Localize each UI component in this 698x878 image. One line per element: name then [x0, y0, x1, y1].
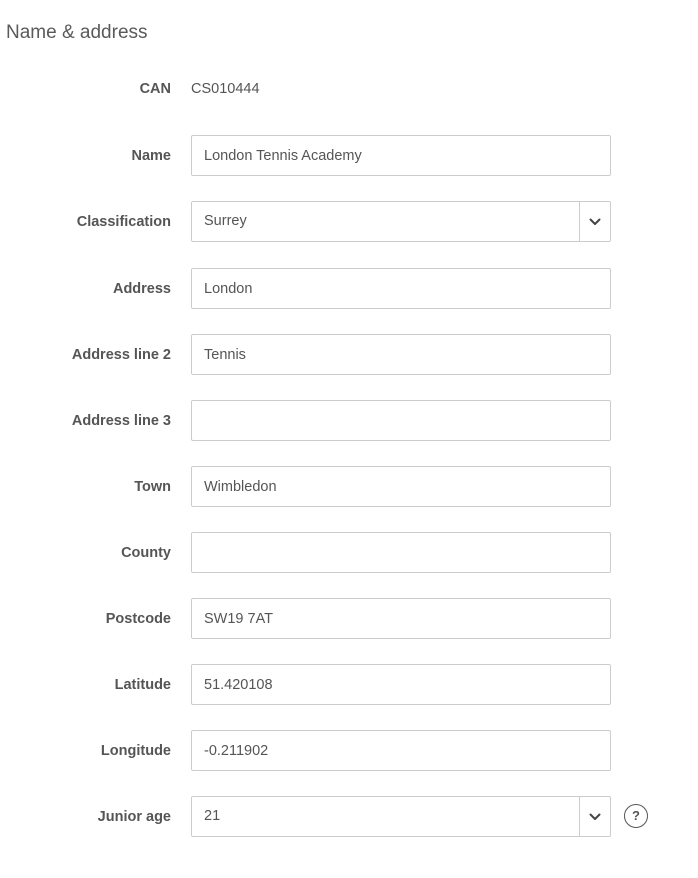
- postcode-input[interactable]: [192, 599, 610, 638]
- latitude-label: Latitude: [114, 677, 171, 693]
- address-line-3-input[interactable]: [192, 401, 610, 440]
- chevron-down-icon[interactable]: [580, 202, 610, 241]
- name-row: [0, 135, 698, 177]
- latitude-field-box: [191, 664, 611, 705]
- longitude-field-box: [191, 730, 611, 771]
- junior-age-select[interactable]: [191, 796, 611, 837]
- town-label: Town: [134, 479, 171, 495]
- can-label: CAN: [139, 81, 171, 97]
- postcode-field-box: [191, 598, 611, 639]
- address-line-2-label: Address line 2: [71, 347, 171, 363]
- classification-label: Classification: [76, 214, 171, 230]
- can-value: CS010444: [191, 81, 260, 97]
- postcode-row: [0, 598, 698, 640]
- address-line-2-input[interactable]: [192, 335, 610, 374]
- classification-selected-value: Surrey: [204, 213, 247, 229]
- name-input[interactable]: [192, 136, 610, 175]
- name-field-box: [191, 135, 611, 176]
- longitude-row: [0, 730, 698, 772]
- junior-age-selected-value: 21: [204, 808, 221, 824]
- address-line-3-row: [0, 400, 698, 442]
- county-input[interactable]: [192, 533, 610, 572]
- junior-age-label: Junior age: [97, 809, 171, 825]
- address-line-3-label: Address line 3: [71, 413, 171, 429]
- county-label: County: [121, 545, 171, 561]
- junior-age-row: [0, 796, 698, 838]
- classification-select[interactable]: [191, 201, 611, 242]
- county-field-box: [191, 532, 611, 573]
- longitude-label: Longitude: [100, 743, 171, 759]
- town-field-box: [191, 466, 611, 507]
- name-label: Name: [131, 148, 171, 164]
- address-label: Address: [112, 281, 171, 297]
- town-input[interactable]: [192, 467, 610, 506]
- address-row: [0, 268, 698, 310]
- county-row: [0, 532, 698, 574]
- address-line-2-row: [0, 334, 698, 376]
- chevron-down-icon[interactable]: [580, 797, 610, 836]
- address-input[interactable]: [192, 269, 610, 308]
- section-title: Name & address: [6, 22, 148, 43]
- address-field-box: [191, 268, 611, 309]
- classification-row: [0, 201, 698, 243]
- longitude-input[interactable]: [192, 731, 610, 770]
- town-row: [0, 466, 698, 508]
- address-line-2-field-box: [191, 334, 611, 375]
- help-circle-icon[interactable]: ?: [624, 804, 648, 828]
- postcode-label: Postcode: [105, 611, 171, 627]
- can-row: [0, 68, 698, 110]
- address-line-3-field-box: [191, 400, 611, 441]
- latitude-row: [0, 664, 698, 706]
- latitude-input[interactable]: [192, 665, 610, 704]
